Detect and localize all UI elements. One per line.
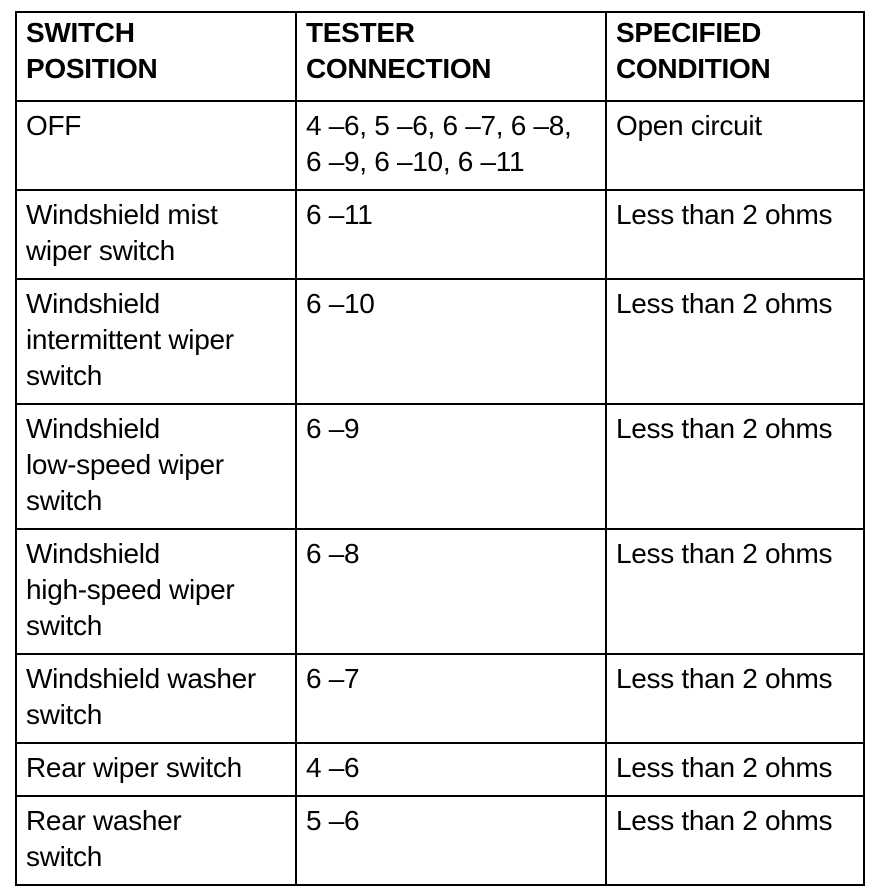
header-switch-position: SWITCH POSITION [16,12,296,101]
cell-specified-condition: Less than 2 ohms [606,190,864,279]
table-row [16,654,864,743]
header-tester-connection: TESTER CONNECTION [296,12,606,101]
cell-specified-condition: Less than 2 ohms [606,404,864,529]
table-row [16,796,864,885]
cell-tester-connection: 4 –6, 5 –6, 6 –7, 6 –8, 6 –9, 6 –10, 6 –11 [296,101,606,190]
cell-specified-condition: Open circuit [606,101,864,190]
table-row [16,190,864,279]
cell-switch-position: Rear wiper switch [16,743,296,796]
cell-tester-connection: 6 –8 [296,529,606,654]
table-row [16,279,864,404]
cell-switch-position: Windshield intermittent wiper switch [16,279,296,404]
cell-specified-condition: Less than 2 ohms [606,279,864,404]
cell-tester-connection: 6 –11 [296,190,606,279]
cell-switch-position: Windshield low-speed wiper switch [16,404,296,529]
cell-tester-connection: 5 –6 [296,796,606,885]
cell-specified-condition: Less than 2 ohms [606,743,864,796]
table-row [16,404,864,529]
cell-tester-connection: 4 –6 [296,743,606,796]
switch-inspection-table [15,11,865,886]
header-specified-condition: SPECIFIED CONDITION [606,12,864,101]
table-row [16,743,864,796]
cell-switch-position: Rear washer switch [16,796,296,885]
table-header-row [16,12,864,101]
table-row [16,101,864,190]
cell-switch-position: Windshield high-speed wiper switch [16,529,296,654]
cell-switch-position: OFF [16,101,296,190]
cell-tester-connection: 6 –10 [296,279,606,404]
table-row [16,529,864,654]
cell-specified-condition: Less than 2 ohms [606,796,864,885]
cell-switch-position: Windshield mist wiper switch [16,190,296,279]
cell-specified-condition: Less than 2 ohms [606,529,864,654]
cell-switch-position: Windshield washer switch [16,654,296,743]
cell-tester-connection: 6 –9 [296,404,606,529]
cell-specified-condition: Less than 2 ohms [606,654,864,743]
cell-tester-connection: 6 –7 [296,654,606,743]
